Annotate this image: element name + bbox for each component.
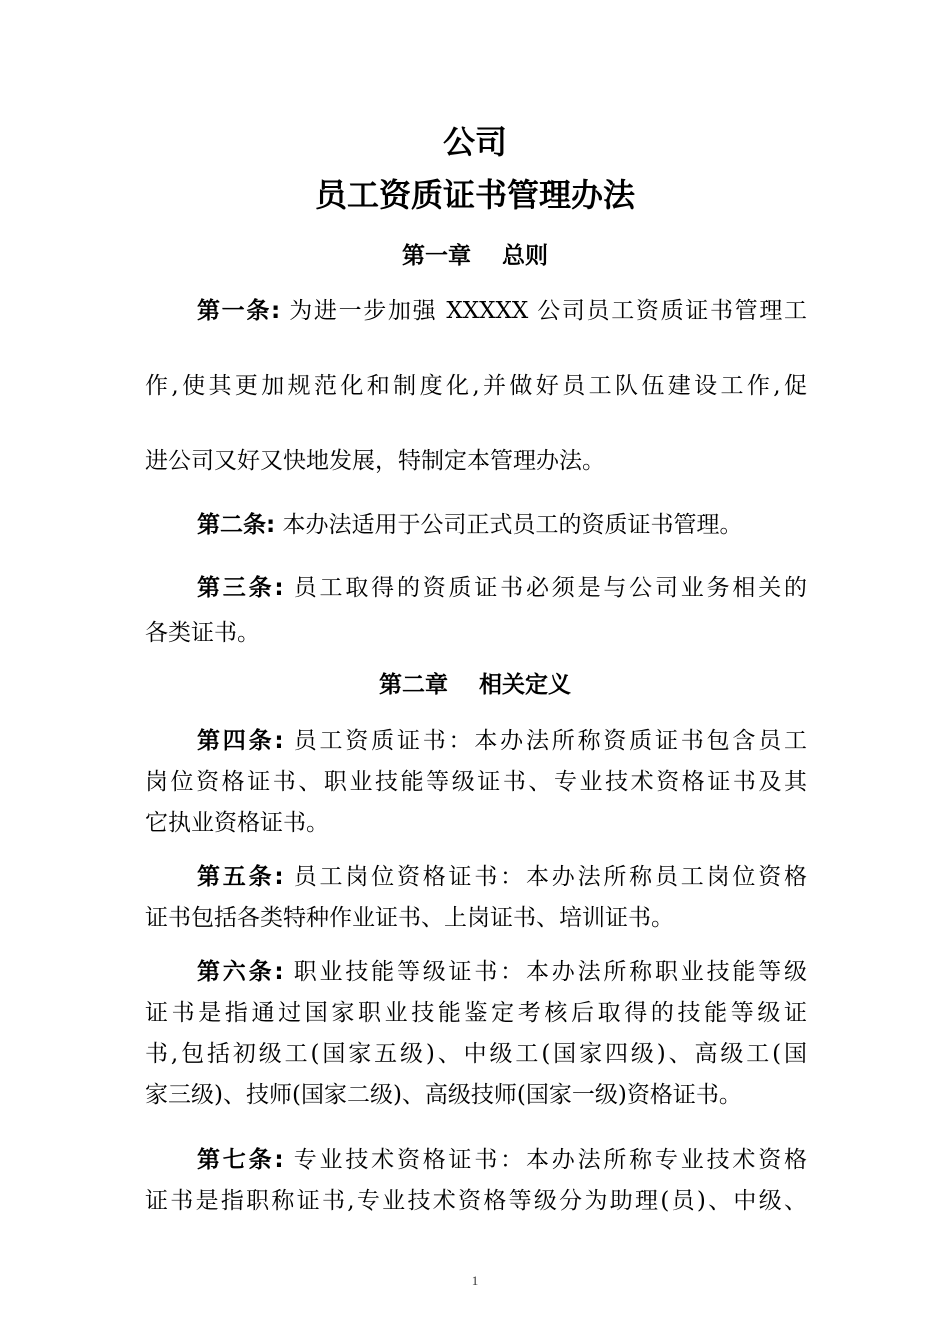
article-1-line-1 xyxy=(197,296,807,326)
article-5-line-2: 证书包括各类特种作业证书、上岗证书、培训证书。 xyxy=(145,905,674,931)
article-text: 员工资质证书：本办法所称资质证书包含员工 xyxy=(293,728,808,754)
article-6-line-4: 家三级)、技师(国家二级)、高级技师(国家一级)资格证书。 xyxy=(145,1082,742,1108)
article-label: 第七条: xyxy=(197,1147,284,1173)
article-text: 为进一步加强 XXXXX 公司员工资质证书管理工 xyxy=(289,298,808,324)
article-label: 第一条: xyxy=(197,298,281,324)
document-title: 员工资质证书管理办法 xyxy=(314,176,635,214)
chapter-heading-1: 第一章 总则 xyxy=(401,243,548,269)
article-5-line-1 xyxy=(197,862,807,892)
article-7-line-2: 证书是指职称证书,专业技术资格等级分为助理(员)、中级、 xyxy=(145,1188,807,1214)
article-label: 第二条: xyxy=(197,512,276,538)
article-6-line-3: 书,包括初级工(国家五级)、中级工(国家四级)、高级工(国 xyxy=(145,1041,807,1067)
page-number: 1 xyxy=(471,1273,479,1288)
document-title-company: 公司 xyxy=(442,123,507,161)
article-1-line-3: 进公司又好又快地发展，特制定本管理办法。 xyxy=(145,448,605,474)
article-text: 专业技术资格证书：本办法所称专业技术资格 xyxy=(293,1147,808,1173)
article-6-line-1 xyxy=(197,957,807,987)
article-label: 第四条: xyxy=(197,728,284,754)
article-text: 员工取得的资质证书必须是与公司业务相关的 xyxy=(293,575,808,601)
article-text: 员工岗位资格证书：本办法所称员工岗位资格 xyxy=(293,864,808,890)
article-2-line-1 xyxy=(197,510,807,540)
article-3-line-1 xyxy=(197,573,807,603)
article-4-line-1 xyxy=(197,726,807,756)
article-4-line-3: 它执业资格证书。 xyxy=(145,810,329,836)
article-1-line-2: 作,使其更加规范化和制度化,并做好员工队伍建设工作,促 xyxy=(145,373,807,399)
article-text: 职业技能等级证书：本办法所称职业技能等级 xyxy=(293,959,808,985)
article-label: 第六条: xyxy=(197,959,284,985)
article-label: 第五条: xyxy=(197,864,284,890)
article-6-line-2: 证书是指通过国家职业技能鉴定考核后取得的技能等级证 xyxy=(145,1000,807,1026)
article-7-line-1 xyxy=(197,1145,807,1175)
article-4-line-2: 岗位资格证书、职业技能等级证书、专业技术资格证书及其 xyxy=(145,769,807,795)
article-text: 本办法适用于公司正式员工的资质证书管理。 xyxy=(282,512,743,538)
chapter-heading-2: 第二章 相关定义 xyxy=(378,672,571,698)
article-label: 第三条: xyxy=(197,575,284,601)
article-3-line-2: 各类证书。 xyxy=(145,620,260,646)
